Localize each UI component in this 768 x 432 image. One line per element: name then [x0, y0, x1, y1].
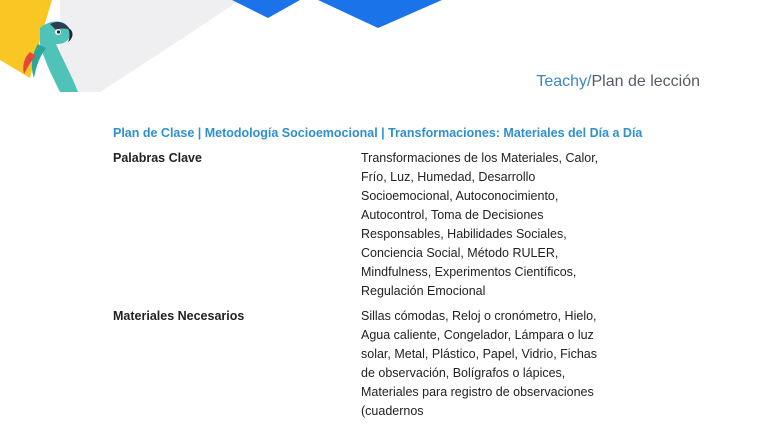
- materials-row: [113, 307, 653, 421]
- materials-value: Sillas cómodas, Reloj o cronómetro, Hielo, Agua caliente, Congelador, Lámpara o luz solar, Metal, Plástico, Papel, Vidrio, Fichas de observación, Bolígrafos o lápices, Materiales para registro de observaciones (cuadernos: [361, 309, 597, 418]
- breadcrumb-section: Plan de lección: [591, 73, 700, 90]
- brand-breadcrumb: [536, 72, 700, 92]
- blue-shape: [232, 0, 300, 18]
- brand-name[interactable]: Teachy: [536, 73, 588, 90]
- breadcrumb-separator: /: [587, 73, 592, 90]
- keywords-row: [113, 149, 653, 301]
- blue-shape-2: [318, 0, 442, 28]
- document-title: Plan de Clase | Metodología Socioemocional | Transformaciones: Materiales del Día a Día: [113, 126, 643, 140]
- keywords-value: Transformaciones de los Materiales, Calor, Frío, Luz, Humedad, Desarrollo Socioemocional, Autoconocimiento, Autocontrol, Toma de Decisiones Responsables, Habilidades Sociales, Conciencia Social, Método RULER, Mindfulness, Experimentos Científicos, Regulación Emocional: [361, 151, 599, 298]
- document-body: [113, 124, 653, 421]
- keywords-label: Palabras Clave: [113, 151, 202, 165]
- materials-label: Materiales Necesarios: [113, 309, 245, 323]
- grey-shape: [60, 0, 240, 92]
